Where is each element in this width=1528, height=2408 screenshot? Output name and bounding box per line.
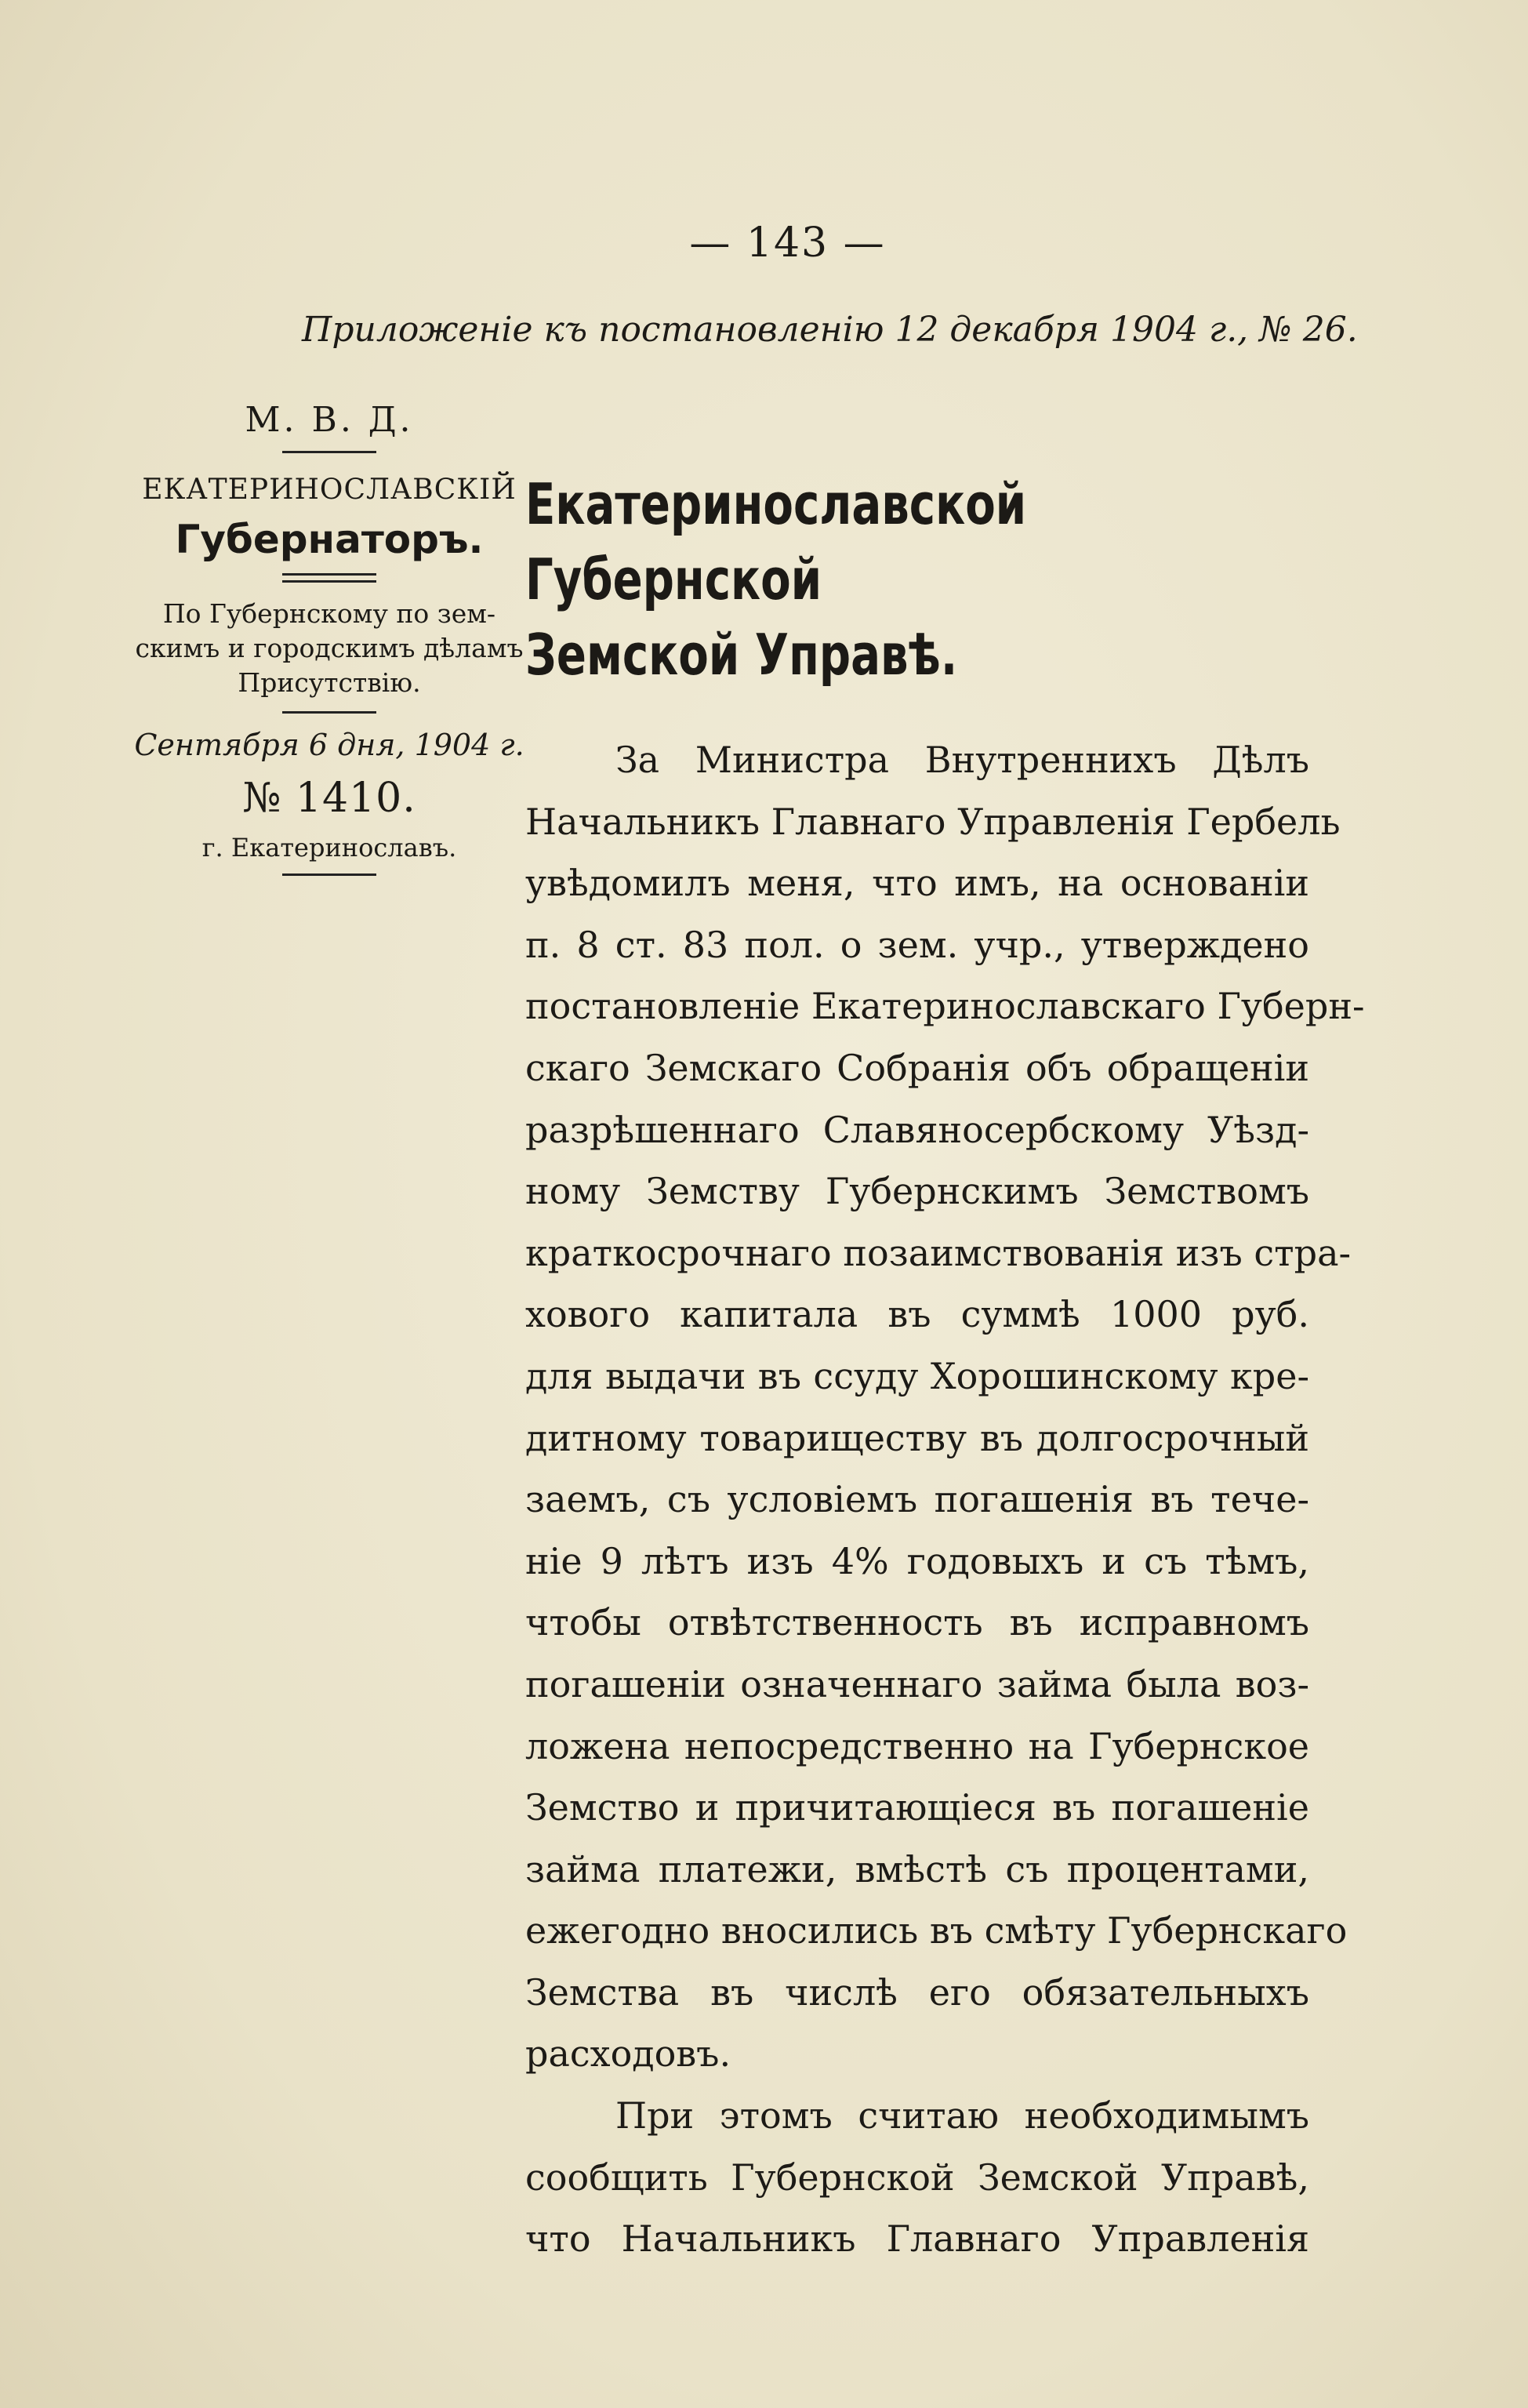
divider xyxy=(282,711,376,714)
office-name: ЕКАТЕРИНОСЛАВСКІЙ xyxy=(142,474,517,506)
presence-department xyxy=(118,597,541,700)
body-line: разрѣшеннаго Славяносербскому Уѣзд- xyxy=(525,1108,1309,1151)
city-name: г. Екатеринославъ. xyxy=(201,833,457,863)
letter-body xyxy=(525,729,1365,2270)
body-line: ніе 9 лѣтъ изъ 4% годовыхъ и съ тѣмъ, xyxy=(525,1539,1309,1582)
addressee-line: Земской Управѣ. xyxy=(525,622,958,688)
body-line: погашеніи означеннаго займа была воз- xyxy=(525,1662,1309,1705)
body-line: скаго Земскаго Собранія объ обращеніи xyxy=(525,1046,1309,1089)
divider xyxy=(282,873,376,876)
appendix-reference: Приложеніе къ постановленію 12 декабря 1904 г., № 26. xyxy=(302,310,1358,350)
body-line: для выдачи въ ссуду Хорошинскому кре- xyxy=(525,1354,1309,1397)
body-line: чтобы отвѣтственность въ исправномъ xyxy=(525,1601,1309,1644)
body-line: ложена непосредственно на Губернское xyxy=(525,1724,1309,1767)
body-line: При этомъ считаю необходимымъ xyxy=(615,2094,1309,2137)
addressee-line: Екатеринославской Губернской xyxy=(525,471,1027,612)
body-line: ному Земству Губернскимъ Земствомъ xyxy=(525,1170,1309,1213)
double-divider xyxy=(282,573,376,583)
body-line: постановленіе Екатеринославскаго Губерн- xyxy=(525,985,1365,1028)
body-line: заемъ, съ условіемъ погашенія въ тече- xyxy=(525,1478,1309,1521)
addressee-heading xyxy=(525,467,1314,692)
presence-line: скимъ и городскимъ дѣламъ xyxy=(135,633,524,663)
page-number: — 143 — xyxy=(689,220,886,267)
body-line: Начальникъ Главнаго Управленія Гербель xyxy=(525,800,1341,843)
body-line: ежегодно вносились въ смѣту Губернскаго xyxy=(525,1909,1348,1952)
body-line: расходовъ. xyxy=(525,2032,731,2076)
presence-line: Присутствію. xyxy=(238,667,421,698)
body-line: п. 8 ст. 83 пол. о зем. учр., утверждено xyxy=(525,923,1309,966)
body-line: займа платежи, вмѣстѣ съ процентами, xyxy=(525,1847,1309,1890)
divider xyxy=(282,451,376,453)
presence-line: По Губернскому по зем- xyxy=(162,598,496,629)
document-number: № 1410. xyxy=(242,775,416,822)
document-date: Сентября 6 дня, 1904 г. xyxy=(134,728,524,762)
governor-title: Губернаторъ. xyxy=(175,517,484,562)
body-line: Земство и причитающіеся въ погашеніе xyxy=(525,1786,1309,1829)
body-line: Земства въ числѣ его обязательныхъ xyxy=(525,1970,1309,2014)
body-line: дитному товариществу въ долгосрочный xyxy=(525,1416,1309,1459)
body-line: что Начальникъ Главнаго Управленія xyxy=(525,2217,1309,2261)
letterhead-column xyxy=(118,392,541,876)
body-line: увѣдомилъ меня, что имъ, на основаніи xyxy=(525,862,1309,905)
body-line: краткосрочнаго позаимствованія изъ стра- xyxy=(525,1231,1352,1274)
ministry-abbreviation: М. В. Д. xyxy=(245,400,414,440)
body-line: хового капитала въ суммѣ 1000 руб. xyxy=(525,1293,1309,1336)
body-line: За Министра Внутреннихъ Дѣлъ xyxy=(615,739,1309,781)
body-line: сообщить Губернской Земской Управѣ, xyxy=(525,2156,1309,2199)
